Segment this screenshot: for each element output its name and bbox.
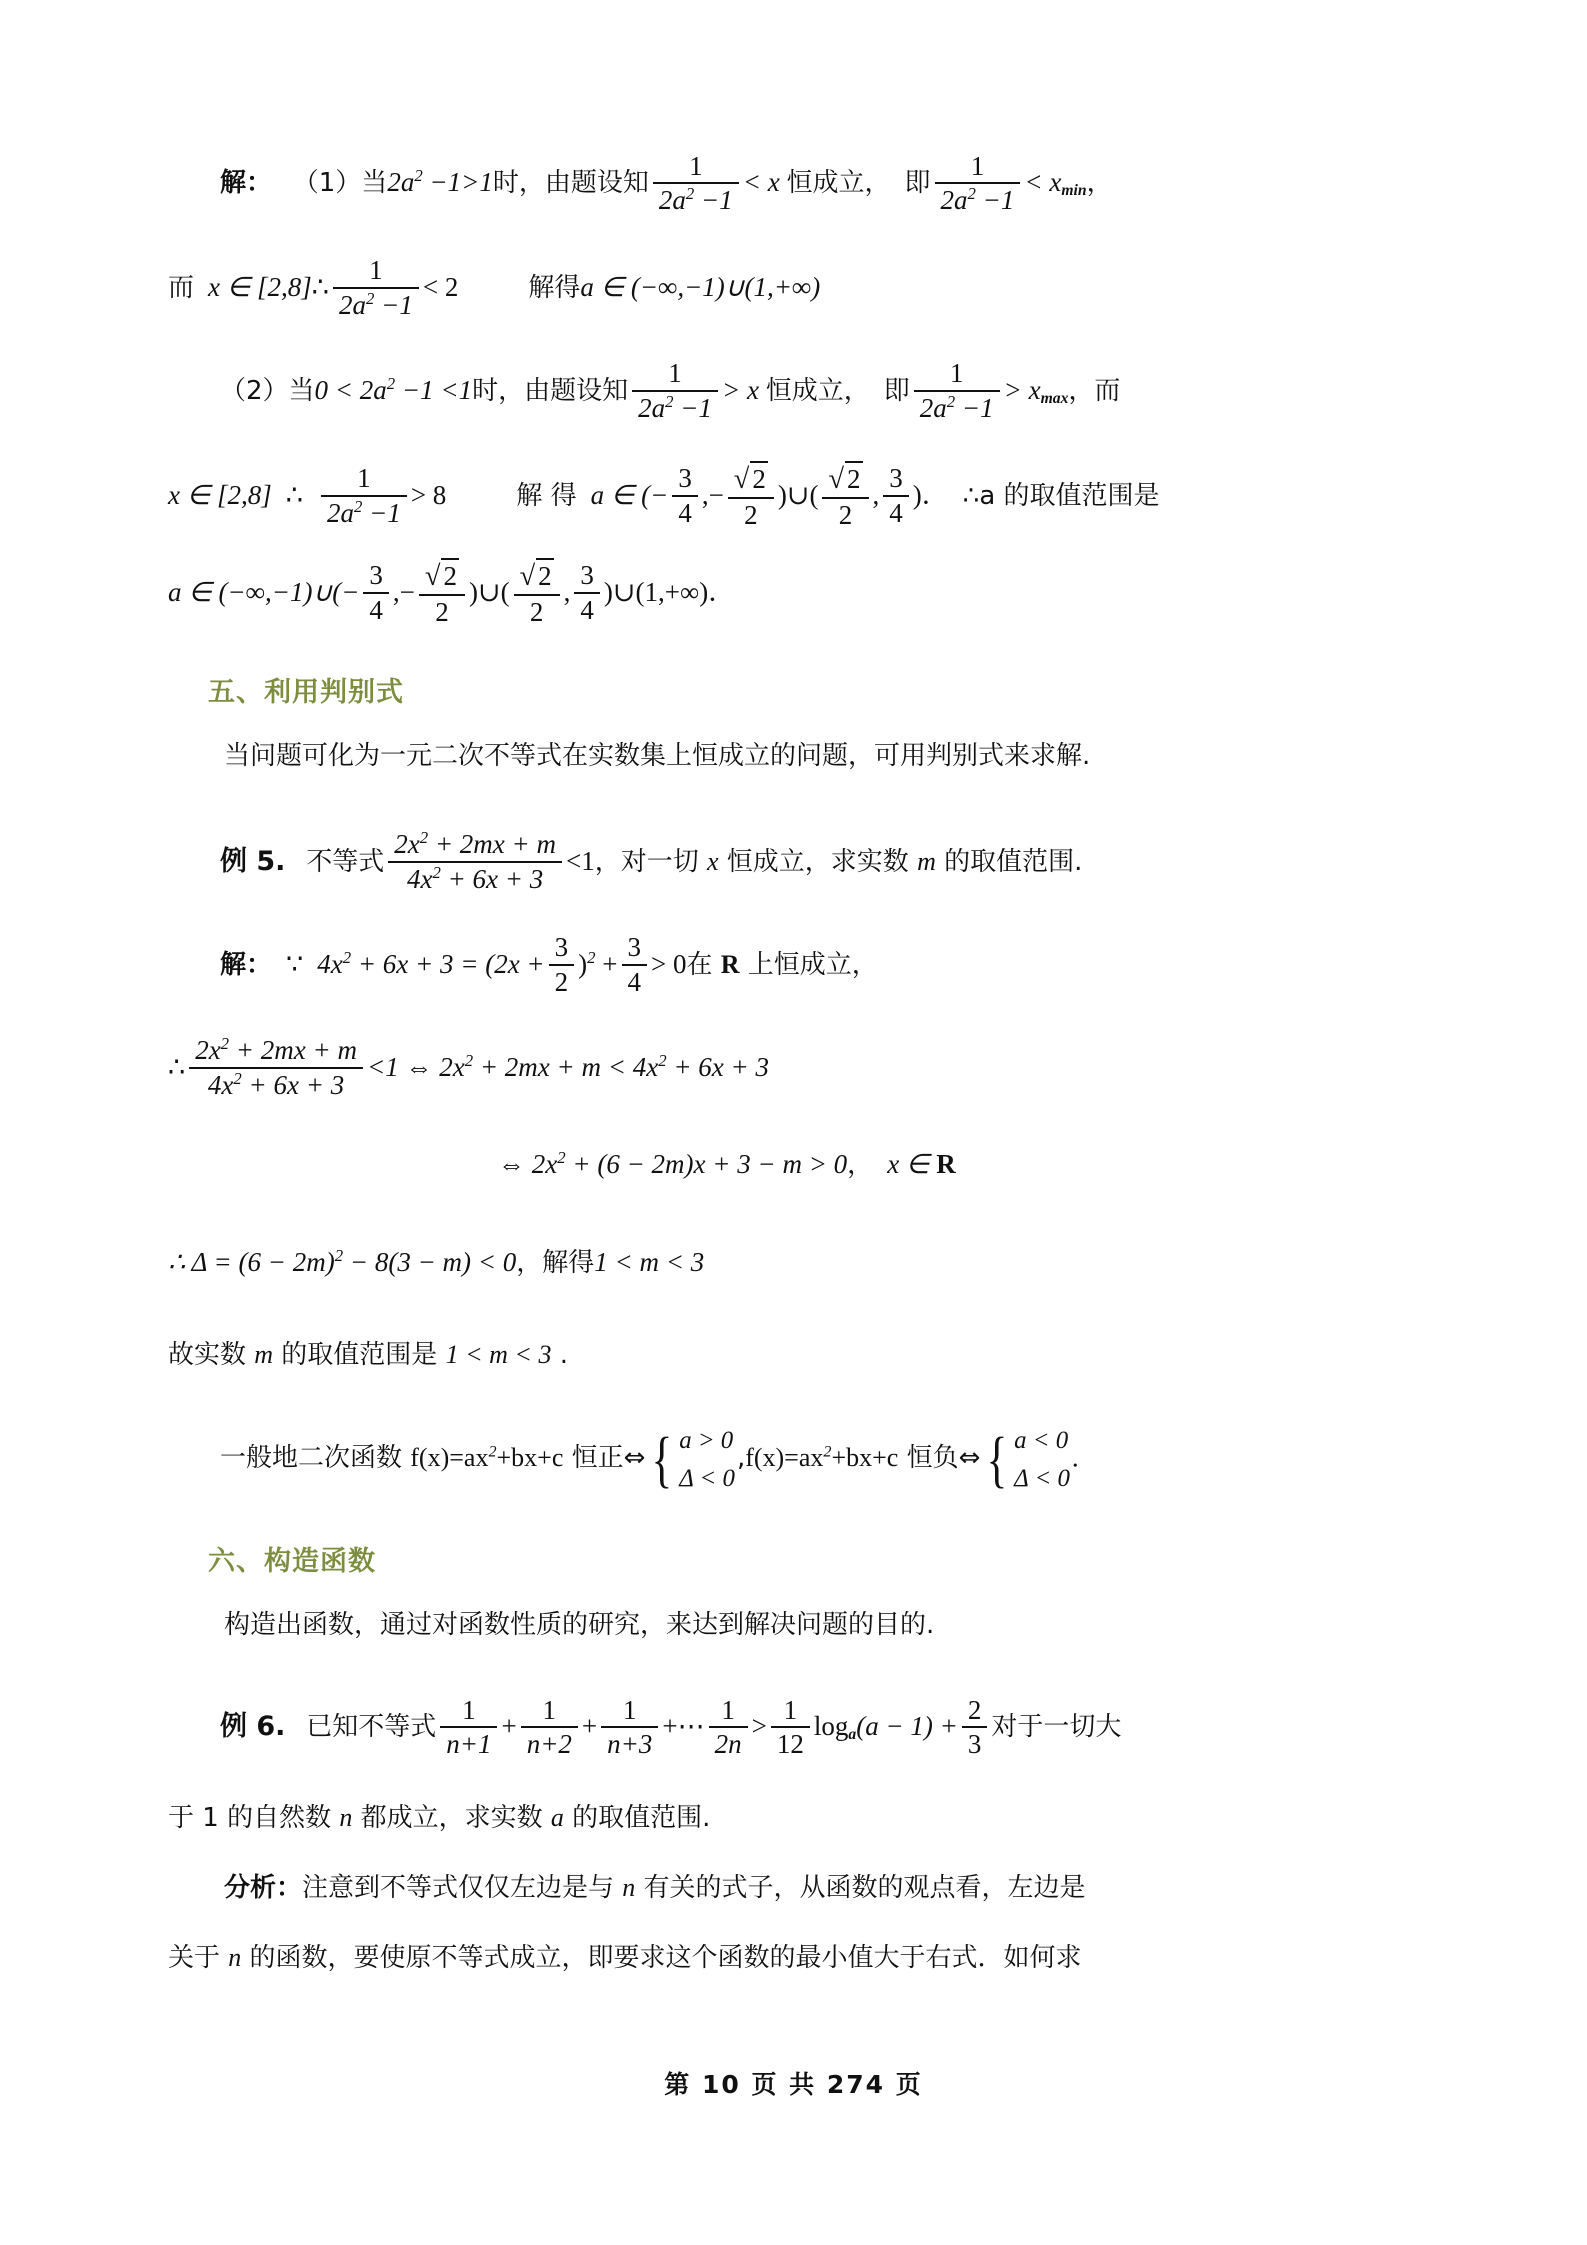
final-fraction-sqrt2-over-2-b <box>514 558 560 627</box>
x-max-subscript: max <box>1040 389 1069 407</box>
solution-case-1-result-line <box>168 239 1423 336</box>
case2-when: 时，由题设知 <box>472 375 629 406</box>
fraction-denominator: $2a^2 -1$ <box>338 288 413 320</box>
term-2-over-3 <box>962 1695 988 1759</box>
fraction-denominator: n+2 <box>526 1729 572 1760</box>
condition-a-lt-0: a < 0 <box>1014 1426 1069 1454</box>
term-1-over-n-plus-3 <box>601 1695 658 1759</box>
case2-relation-2: > $x_{max}$ <box>1003 374 1069 407</box>
line4-a-in: a ∈ (− <box>590 479 669 510</box>
fraction-sqrt2-over-2 <box>728 461 774 530</box>
line4-relation: > 8 <box>410 479 447 510</box>
final-prefix: a ∈ (−∞,−1)∪(− <box>168 576 360 607</box>
example-5-solution-line-5 <box>168 1311 1423 1398</box>
fraction-denominator: $2a^2 -1$ <box>919 391 994 423</box>
fraction-numerator: $2x^2 + 2mx + m$ <box>388 829 562 862</box>
example-6-text-before: 已知不等式 <box>306 1712 437 1743</box>
fraction-numerator: √ 2 <box>419 558 465 596</box>
fraction-denominator: 4 <box>678 497 692 528</box>
fraction-one-over-2a2-minus-1-b <box>935 151 1021 215</box>
term-1-over-n-plus-2 <box>521 1695 578 1759</box>
fraction-numerator: √ 2 <box>514 558 560 596</box>
variable-a: a <box>550 1803 564 1833</box>
line4-comma2: , <box>872 479 880 510</box>
fraction-three-fourths-b <box>883 463 909 527</box>
line4-union: )∪( <box>777 479 819 510</box>
fraction-denominator: 2 <box>838 499 853 530</box>
term-1-over-n-plus-1 <box>440 1695 497 1759</box>
example5-fraction-b <box>189 1035 363 1099</box>
plus-1: + <box>501 1711 517 1742</box>
fraction-numerator: 1 <box>521 1695 578 1728</box>
fraction-numerator: 3 <box>883 463 909 496</box>
fraction-numerator: 1 <box>935 151 1021 184</box>
fraction-denominator: 4 <box>889 497 903 528</box>
sol-line4-solve: 解得 <box>542 1247 595 1278</box>
solution-case-1-line <box>168 128 1423 239</box>
fraction-three-fourths <box>672 463 698 527</box>
example-5-solution-line-4 <box>168 1208 1423 1311</box>
fraction-denominator: 4 <box>369 594 383 625</box>
case2-relation-1: > x <box>721 374 759 405</box>
fraction-numerator: 1 <box>771 1695 810 1728</box>
sol-line1-mid: )$^2$ + <box>578 947 618 979</box>
log-base: a <box>848 1726 857 1744</box>
final-fraction-three-fourths-b <box>574 560 600 624</box>
page-footer: 第 10 页 共 274 页 <box>664 2070 923 2099</box>
sol-line1-expr: $4x^2 + 6x + 3 = (2x$ + <box>317 947 545 979</box>
condition-delta-lt-0: Δ < 0 <box>679 1465 735 1493</box>
sol-line4-range: 1 < m < 3 <box>594 1246 705 1277</box>
general-middle: $,f(x)=ax^2+bx+c$ 恒负⇔ <box>736 1443 981 1474</box>
case1-ji: 即 <box>904 168 931 198</box>
fraction-denominator: $4x^2 + 6x + 3$ <box>406 862 544 894</box>
line4-comma: ,− <box>701 479 724 510</box>
fraction-one-over-2a2-minus-1 <box>653 151 739 215</box>
final-fraction-three-fourths <box>363 560 389 624</box>
fraction-numerator: 1 <box>653 151 739 184</box>
fraction-denominator: 2 <box>744 499 758 530</box>
line2-prefix: 而 <box>168 272 195 303</box>
fraction-three-fourths-c <box>622 932 648 996</box>
variable-n: n <box>339 1803 353 1833</box>
page-content <box>168 128 1423 1993</box>
line4-close: )． <box>912 479 949 510</box>
example5-fraction <box>388 829 562 893</box>
condition-delta-lt-0-b: Δ < 0 <box>1014 1465 1070 1493</box>
x-min-subscript: min <box>1061 181 1087 199</box>
solution-final-answer-line <box>168 544 1423 640</box>
fraction-numerator: 1 <box>440 1695 497 1728</box>
therefore-symbol-3: ∴ <box>168 1051 186 1082</box>
plus-2: + <box>581 1711 598 1742</box>
fraction-one-over-2a2-minus-1-e <box>914 358 1000 422</box>
example-5-statement <box>168 813 1423 910</box>
section-heading-six: 六、构造函数 <box>208 1546 376 1578</box>
analysis-line-1: 分析：注意到不等式仅仅左边是与 n 有关的式子，从函数的观点看，左边是 <box>224 1873 1086 1904</box>
general-suffix: . <box>1071 1442 1079 1473</box>
example-5-solution-line-2 <box>168 1013 1423 1115</box>
example-5-solution-line-1 <box>168 910 1423 1013</box>
line2-relation: < 2 <box>422 271 459 302</box>
greater-than: > <box>751 1711 767 1742</box>
sol-line3-expr: ⇔ $2x^2 + (6 - 2m)x + 3 - m > 0$ <box>498 1147 848 1179</box>
log-argument: (a − 1) + <box>856 1711 958 1742</box>
fraction-denominator: $4x^2 + 6x + 3$ <box>207 1068 345 1100</box>
case1-when: 时，由题设知 <box>492 168 649 198</box>
fraction-denominator: $2a^2 -1$ <box>326 496 401 528</box>
case1-prefix: （1）当 <box>292 168 388 198</box>
condition-a-gt-0: a > 0 <box>679 1426 734 1454</box>
case1-holds-always: 恒成立， <box>786 168 891 198</box>
fraction-numerator: √ 2 <box>822 461 868 499</box>
solution-case-2-result-line <box>168 447 1423 544</box>
line2-result: a ∈ (−∞,−1)∪(1,+∞) <box>580 271 821 302</box>
fraction-numerator: 1 <box>321 463 407 496</box>
general-rule-line <box>168 1398 1423 1514</box>
comma-sep: ， <box>847 1149 874 1180</box>
fraction-denominator: 4 <box>580 594 594 625</box>
fraction-one-over-2a2-minus-1-c <box>333 255 419 319</box>
therefore-symbol-2: ∴ <box>285 479 303 510</box>
fraction-numerator: 1 <box>709 1695 748 1728</box>
fraction-numerator: 3 <box>574 560 600 593</box>
fraction-denominator: $2a^2 -1$ <box>940 183 1015 215</box>
case2-ji: 即 <box>883 375 910 406</box>
left-brace-icon: { <box>986 1426 1008 1495</box>
example-6-label: 例 6. <box>220 1711 286 1743</box>
term-1-over-12 <box>771 1695 810 1759</box>
log-text: log <box>813 1711 849 1742</box>
sol-line2-tail: <1 ⇔ $2x^2 + 2mx + m < 4x^2 + 6x + 3$ <box>366 1050 769 1082</box>
case1-condition: $2a^2 -1>1$ <box>387 166 493 197</box>
fraction-denominator: 4 <box>627 966 642 997</box>
fraction-numerator: 1 <box>914 358 1000 391</box>
sol-line3-domain: x ∈ R <box>887 1148 956 1179</box>
section-five-body: 当问题可化为一元二次不等式在实数集上恒成立的问题，可用判别式来求解. <box>224 740 1091 771</box>
left-brace-icon: { <box>651 1426 673 1495</box>
fraction-numerator: 2 <box>962 1695 988 1728</box>
line4-tail: ∴a 的取值范围是 <box>962 480 1160 511</box>
sol-line1-gt-zero: > 0 <box>651 948 687 979</box>
system-rows <box>677 1422 735 1499</box>
solution-label-2: 解： <box>220 949 273 980</box>
sol-line5-prefix: 故实数 m 的取值范围是 1 < m < 3 . <box>168 1339 568 1370</box>
therefore-symbol: ∴ <box>311 271 329 302</box>
fraction-numerator: 3 <box>622 932 648 965</box>
fraction-denominator: $2a^2 -1$ <box>658 183 733 215</box>
analysis-line-2: 关于 n 的函数，要使原不等式成立，即要求这个函数的最小值大于右式．如何求 <box>168 1943 1082 1974</box>
final-mid: ,− <box>392 576 415 607</box>
final-fraction-sqrt2-over-2 <box>419 558 465 627</box>
example5-lt-one: <1 <box>566 845 595 876</box>
general-prefix: 一般地二次函数 $f(x)=ax^2+bx+c$ 恒正⇔ <box>220 1443 646 1474</box>
example-5-text-before: 不等式 <box>306 846 385 877</box>
fraction-denominator: 2 <box>529 596 544 627</box>
sol-line4-expr: ∴ $\Delta = (6 - 2m)^2 - 8(3 - m) < 0$ <box>168 1245 517 1277</box>
fraction-denominator: 12 <box>776 1729 804 1760</box>
fraction-sqrt2-over-2-b <box>822 461 868 530</box>
fraction-denominator: 2n <box>714 1729 742 1760</box>
solution-case-2-line <box>168 336 1423 447</box>
comma-sep-2: ， <box>516 1247 543 1278</box>
x-interval: x ∈ [2,8] <box>208 271 312 302</box>
line2-solve-label: 解得 <box>528 272 581 303</box>
example-6-tail: 对于一切大 <box>991 1712 1122 1743</box>
fraction-numerator: 3 <box>672 463 698 496</box>
fraction-numerator: 1 <box>601 1695 658 1728</box>
fraction-denominator: $2a^2 -1$ <box>638 391 712 423</box>
because-symbol: ∵ <box>286 948 304 979</box>
fraction-numerator: 3 <box>549 932 575 965</box>
example-5-label: 例 5. <box>220 845 286 877</box>
fraction-numerator: √ 2 <box>728 461 774 499</box>
comma: ，而 <box>1068 375 1121 406</box>
system-brace-positive <box>647 1422 734 1499</box>
example-5-text-after: ，对一切 x 恒成立，求实数 m 的取值范围. <box>594 846 1083 877</box>
final-comma: , <box>563 576 571 607</box>
fraction-denominator: n+1 <box>446 1729 492 1760</box>
case2-prefix: （2）当 <box>220 375 315 406</box>
fraction-one-over-2a2-minus-1-d <box>632 358 718 422</box>
example-6-statement-line-2: 于 1 的自然数 n 都成立，求实数 a 的取值范围. <box>168 1803 711 1834</box>
fraction-denominator: 2 <box>554 966 569 997</box>
case2-condition: $0 < 2a^2 -1 <1$ <box>314 373 473 405</box>
fraction-one-over-2a2-minus-1-f <box>321 463 407 527</box>
plus-ellipsis: +⋯ <box>662 1711 705 1742</box>
fraction-three-halves <box>549 932 575 996</box>
example-6-statement <box>168 1678 1423 1783</box>
case2-holds-always: 恒成立， <box>765 375 870 406</box>
system-brace-negative <box>982 1422 1069 1499</box>
example-5-solution-line-3 <box>168 1115 1423 1208</box>
fraction-denominator: n+3 <box>607 1729 653 1760</box>
fraction-denominator: 3 <box>967 1729 982 1760</box>
sol-line1-tail: 在 R 上恒成立， <box>686 949 878 980</box>
line4-solve-label: 解 得 <box>516 480 577 511</box>
final-union: )∪( <box>468 576 510 607</box>
fraction-numerator: $2x^2 + 2mx + m$ <box>189 1035 363 1068</box>
term-1-over-2n <box>709 1695 748 1759</box>
final-suffix: )∪(1,+∞)． <box>603 576 736 607</box>
fraction-denominator: 2 <box>435 596 449 627</box>
system-rows <box>1012 1422 1070 1499</box>
x-interval-2: x ∈ [2,8] <box>168 479 272 510</box>
comma: ， <box>1086 168 1113 198</box>
analysis-label: 分析： <box>224 1873 303 1904</box>
section-heading-five: 五、利用判别式 <box>208 676 404 708</box>
fraction-numerator: 1 <box>632 358 718 391</box>
section-six-body: 构造出函数，通过对函数性质的研究，来达到解决问题的目的. <box>224 1610 935 1641</box>
case1-relation-1: < x <box>742 167 780 197</box>
fraction-numerator: 3 <box>363 560 389 593</box>
fraction-numerator: 1 <box>333 255 419 288</box>
solution-label: 解： <box>220 168 273 198</box>
case1-relation-2: < $x_{min}$ <box>1024 167 1087 199</box>
